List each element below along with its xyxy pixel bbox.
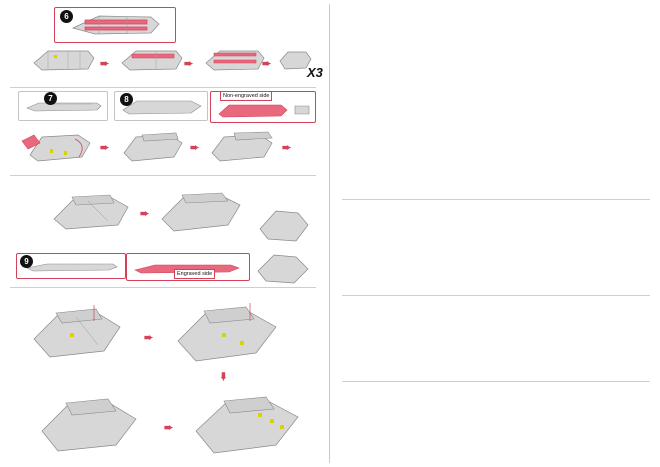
panel-step-7 [18, 91, 108, 121]
section-divider [342, 381, 650, 382]
assembly-6-c [200, 43, 266, 77]
arrow-right: ➨ [184, 58, 194, 70]
section-divider [10, 287, 316, 288]
assembly-10-a [24, 295, 136, 369]
arrow-down: ➨ [217, 371, 230, 382]
assembly-7-b [116, 121, 186, 167]
assembly-9-d [252, 245, 314, 289]
step-number-8: 8 [120, 93, 133, 106]
arrow-right: ➨ [140, 208, 150, 220]
arrow-right: ➨ [100, 58, 110, 70]
assembly-10-c [32, 385, 150, 461]
assembly-10-d [184, 383, 316, 465]
arrow-right: ➨ [282, 142, 292, 154]
arrow-right: ➨ [100, 142, 110, 154]
step-number-6: 6 [60, 10, 73, 23]
assembly-6-b [116, 43, 186, 77]
assembly-9-b [156, 183, 246, 239]
left-column [4, 3, 322, 464]
label-engraved-side: Engraved side [174, 269, 215, 279]
step-number-7: 7 [44, 92, 57, 105]
repeat-x3: X3 [307, 65, 323, 80]
assembly-6-a [28, 43, 98, 77]
section-divider [10, 87, 316, 88]
section-divider [342, 199, 650, 200]
right-column [336, 3, 656, 464]
assembly-10-b [166, 293, 296, 373]
arrow-right: ➨ [144, 332, 154, 344]
assembly-9-a [48, 185, 136, 237]
section-divider [342, 295, 650, 296]
arrow-right: ➨ [262, 58, 272, 70]
section-divider [10, 175, 316, 176]
panel-step-6-detail [54, 7, 176, 43]
panel-step-9 [16, 253, 126, 279]
arrow-right: ➨ [190, 142, 200, 154]
assembly-7-a [20, 121, 96, 167]
part-detail-6 [55, 8, 175, 42]
assembly-7-c [204, 121, 278, 167]
column-divider [329, 4, 330, 463]
step-number-9: 9 [20, 255, 33, 268]
label-non-engraved-side: Non-engraved side [220, 91, 272, 101]
arrow-right: ➨ [164, 422, 174, 434]
